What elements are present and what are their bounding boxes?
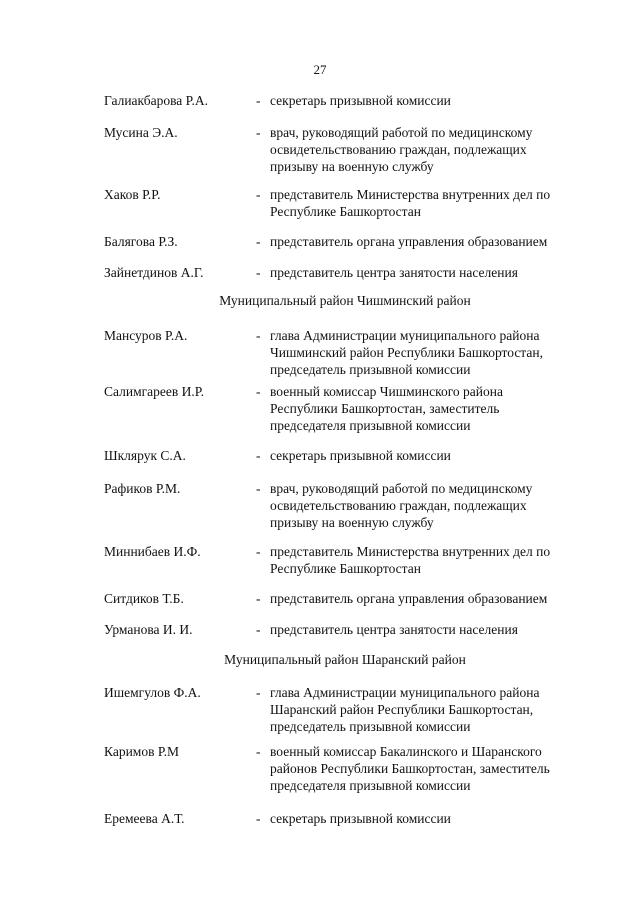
person-name: Урманова И. И.: [104, 622, 193, 637]
person-role: врач, руководящий работой по медицинскому освидетельствованию граждан, подлежащих призыву на военную службу: [270, 125, 533, 174]
dash: -: [256, 811, 261, 826]
person-name: Мансуров Р.А.: [104, 328, 188, 343]
person-name: Еремеева А.Т.: [104, 811, 185, 826]
person-role: глава Администрации муниципального района Шаранский район Республики Башкортостан, председатель призывной комиссии: [270, 685, 540, 734]
person-role: представитель органа управления образованием: [270, 234, 548, 249]
person-name: Зайнетдинов А.Г.: [104, 265, 204, 280]
person-name: Балягова Р.З.: [104, 234, 178, 249]
person-role: глава Администрации муниципального района Чишминский район Республики Башкортостан, председатель призывной комиссии: [270, 328, 543, 377]
person-name: Хаков Р.Р.: [104, 187, 161, 202]
person-role: секретарь призывной комиссии: [270, 811, 451, 826]
dash: -: [256, 544, 261, 559]
page-number: 27: [313, 62, 327, 77]
person-role: врач, руководящий работой по медицинскому освидетельствованию граждан, подлежащих призыву на военную службу: [270, 481, 533, 530]
dash: -: [256, 685, 261, 700]
dash: -: [256, 591, 261, 606]
section-heading: Муниципальный район Шаранский район: [224, 652, 466, 667]
person-name: Ситдиков Т.Б.: [104, 591, 184, 606]
person-role: секретарь призывной комиссии: [270, 93, 451, 108]
dash: -: [256, 384, 261, 399]
person-role: представитель центра занятости населения: [270, 265, 518, 280]
person-name: Салимгареев И.Р.: [104, 384, 204, 399]
person-role: военный комиссар Бакалинского и Шаранского районов Республики Башкортостан, заместитель председателя призывной комиссии: [270, 744, 550, 793]
person-name: Миннибаев И.Ф.: [104, 544, 201, 559]
person-role: секретарь призывной комиссии: [270, 448, 451, 463]
dash: -: [256, 328, 261, 343]
dash: -: [256, 265, 261, 280]
person-role: представитель Министерства внутренних дел по Республике Башкортостан: [270, 544, 551, 576]
dash: -: [256, 125, 261, 140]
person-role: представитель органа управления образованием: [270, 591, 548, 606]
person-role: представитель Министерства внутренних дел по Республике Башкортостан: [270, 187, 551, 219]
dash: -: [256, 744, 261, 759]
person-name: Рафиков Р.М.: [104, 481, 181, 496]
person-role: военный комиссар Чишминского района Республики Башкортостан, заместитель председателя призывной комиссии: [270, 384, 503, 433]
section-heading: Муниципальный район Чишминский район: [219, 293, 471, 308]
person-name: Каримов Р.М: [104, 744, 180, 759]
person-name: Галиакбарова Р.А.: [104, 93, 208, 108]
dash: -: [256, 448, 261, 463]
dash: -: [256, 622, 261, 637]
dash: -: [256, 234, 261, 249]
person-name: Мусина Э.А.: [104, 125, 178, 140]
person-name: Ишемгулов Ф.А.: [104, 685, 201, 700]
dash: -: [256, 187, 261, 202]
person-name: Шклярук С.А.: [104, 448, 186, 463]
dash: -: [256, 93, 261, 108]
person-role: представитель центра занятости населения: [270, 622, 518, 637]
dash: -: [256, 481, 261, 496]
